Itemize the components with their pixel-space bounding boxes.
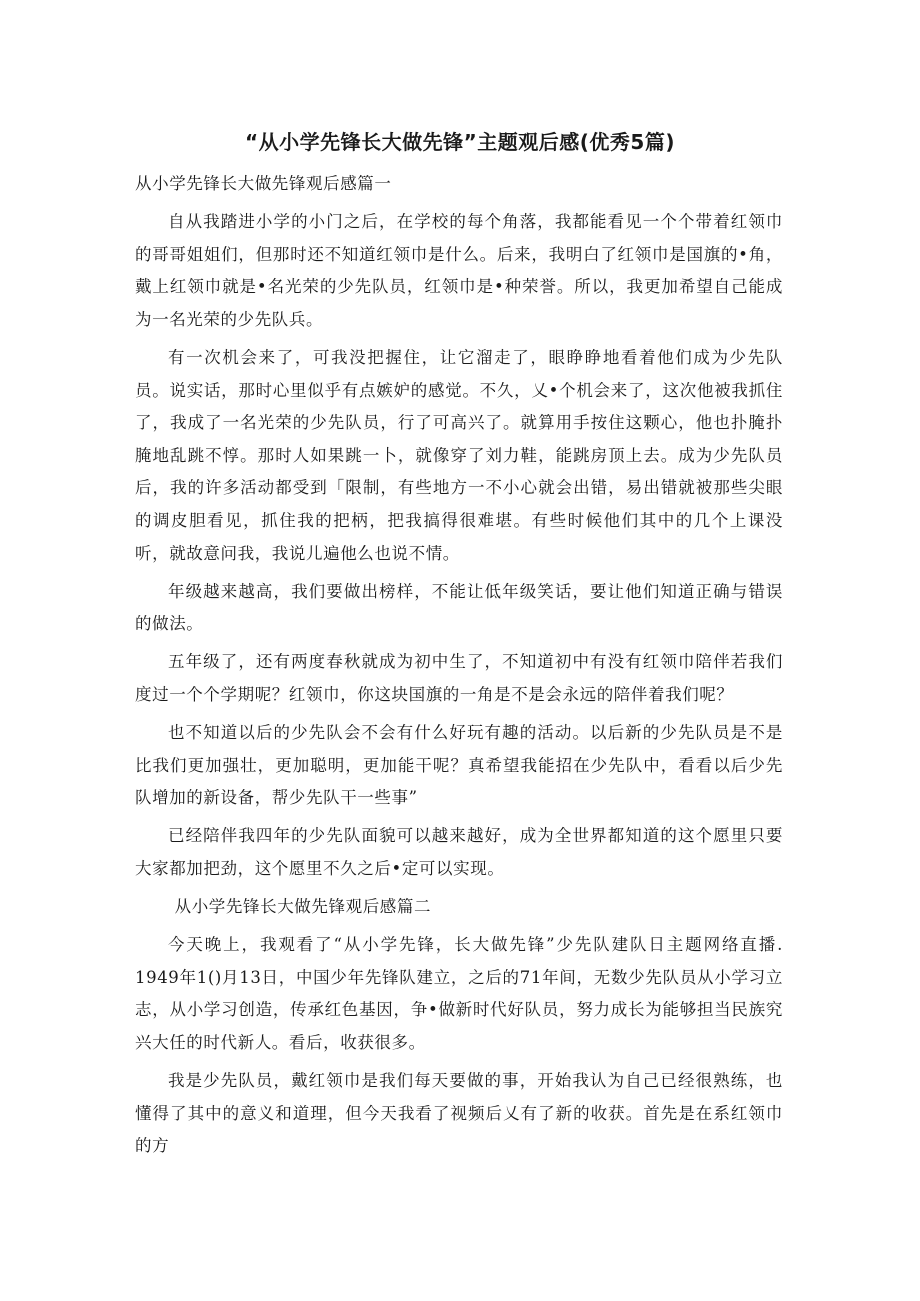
paragraph: 也不知道以后的少先队会不会有什么好玩有趣的活动。以后新的少先队员是不是比我们更加强壮，更加聪明，更加能干呢？真希望我能招在少先队中，看看以后少先队增加的新设备，帮少先队干一些事” — [135, 723, 783, 808]
paragraph: 五年级了，还有两度春秋就成为初中生了，不知道初中有没有红领巾陪伴若我们度过一个个学期呢？红领巾，你这块国旗的一角是不是会永远的陪伴着我们呢？ — [135, 652, 783, 704]
document-title: “从小学先锋长大做先锋”主题观后感(优秀5篇) — [245, 130, 675, 154]
paragraph: 今天晚上，我观看了“从小学先锋，长大做先锋”少先队建队日主题网络直播. 1949年1()月13日，中国少年先锋队建立，之后的71年间，无数少先队员从小学习立志，从小学习创造，传承红色基因，争•做新时代好队员，努力成长为能够担当民族究兴大任的时代新人。看后，收获很多。 — [135, 935, 783, 1052]
section-heading-1: 从小学先锋长大做先锋观后感篇一 — [135, 174, 392, 193]
paragraph: 已经陪伴我四年的少先队面貌可以越来越好，成为全世界都知道的这个愿里只要大家都加把劲，这个愿里不久之后•定可以实现。 — [135, 826, 783, 878]
document-body — [135, 168, 783, 1163]
section-heading-2: 从小学先锋长大做先锋观后感篇二 — [174, 896, 432, 916]
paragraph: 有一次机会来了，可我没把握住，让它溜走了，眼睁睁地看着他们成为少先队员。说实话，那时心里似乎有点嫉妒的感觉。不久，乂•个机会来了，这次他被我抓住了，我成了一名光荣的少先队员，行了可高兴了。就算用手按住这颗心，他也扑腌扑腌地乱跳不惇。那时人如果跳一卜，就像穿了刘力鞋，能跳房顶上去。成为少先队员后，我的许多活动都受到「限制，有些地方一不小心就会出错，易出错就被那些尖眼的调皮胆看见，抓住我的把柄，把我搞得很难堪。有些时候他们其中的几个上课没听，就故意问我，我说儿遍他么也说不情。 — [135, 347, 783, 563]
paragraph: 自从我踏进小学的小门之后，在学校的每个角落，我都能看见一个个带着红领巾的哥哥姐姐们，但那时还不知道红领巾是什么。后来，我明白了红领巾是国旗的•角，戴上红领巾就是•名光荣的少先队员，红领巾是•种荣誉。所以，我更加希望自己能成为一名光荣的少先队兵。 — [135, 212, 783, 329]
paragraph: 年级越来越高，我们要做出榜样，不能让低年级笑话，要让他们知道正确与错误的做法。 — [135, 581, 783, 634]
paragraph: 我是少先队员，戴红领巾是我们每天要做的事，开始我认为自己已经很熟练，也懂得了其中的意义和道理，但今天我看了视频后乂有了新的收获。首先是在系红领巾的方 — [135, 1070, 783, 1156]
